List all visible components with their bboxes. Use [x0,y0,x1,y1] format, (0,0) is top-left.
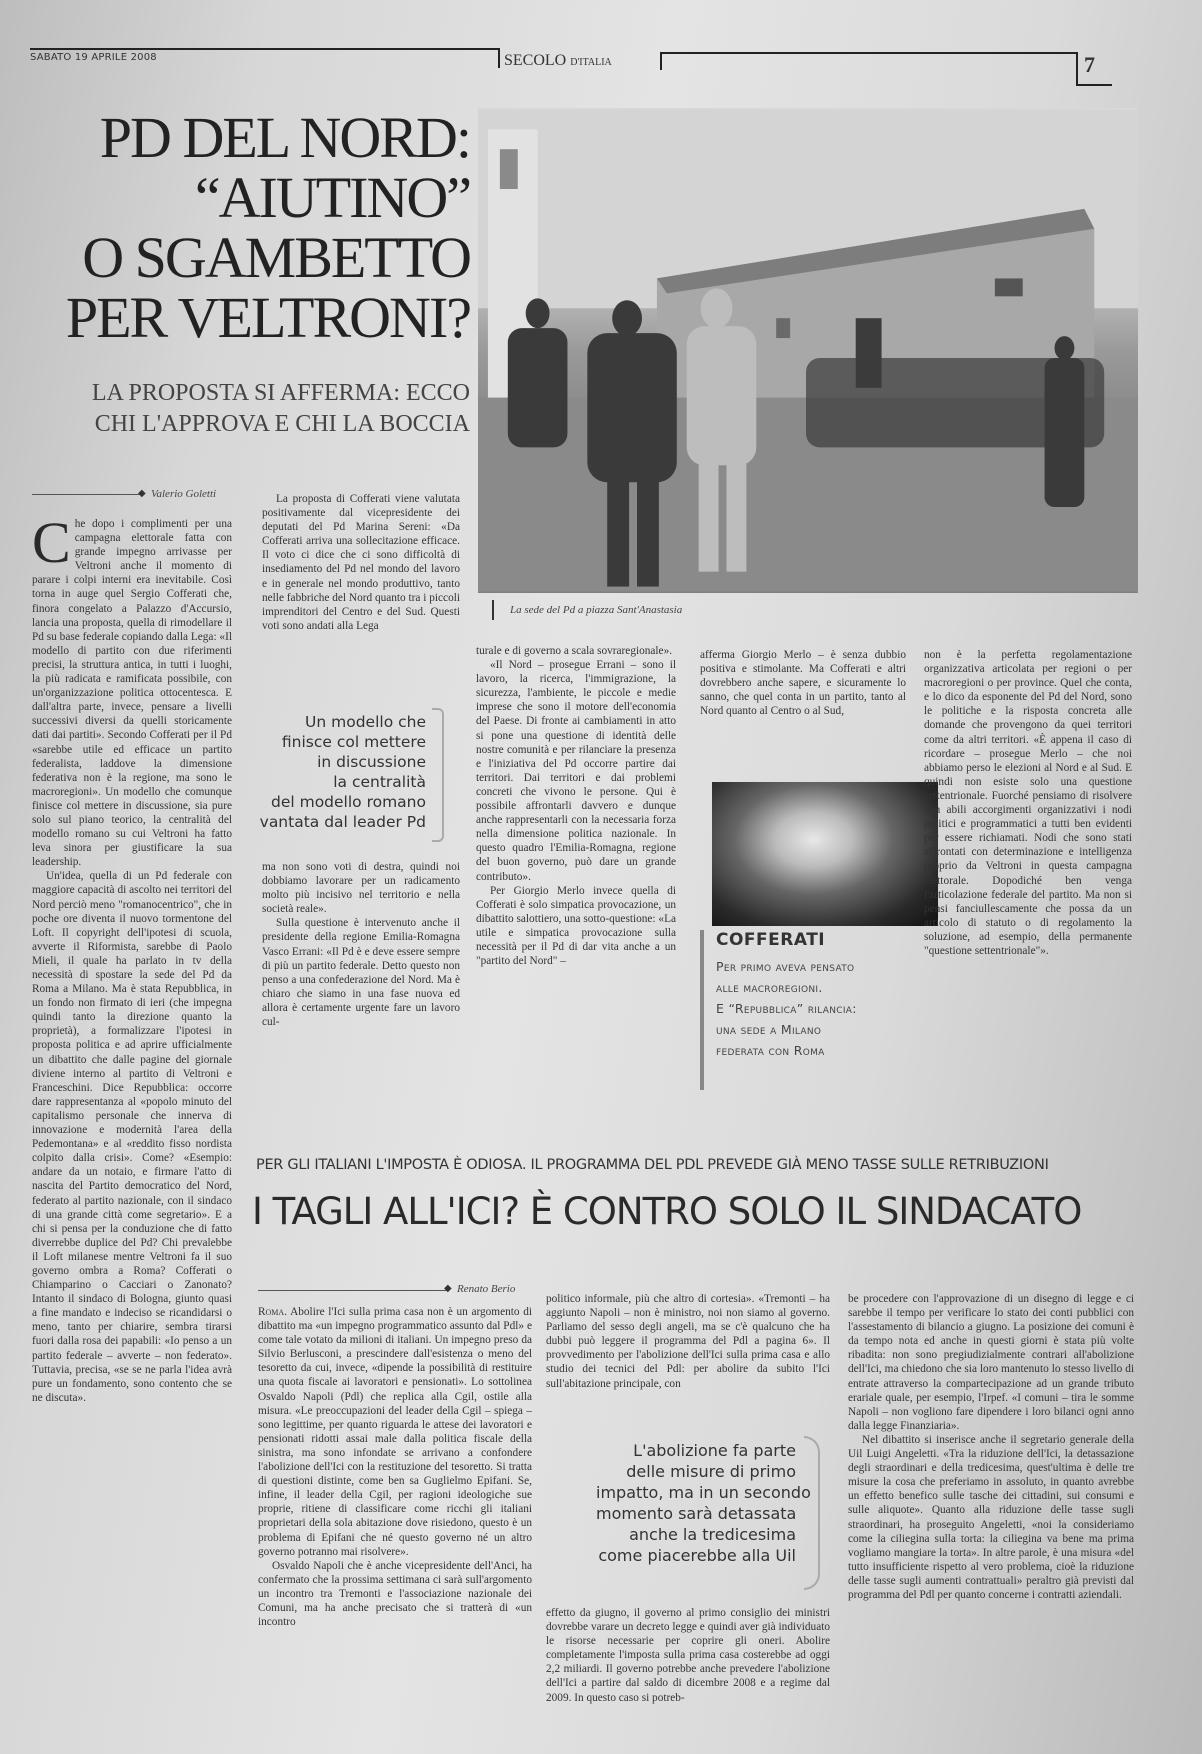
paragraph: Osvaldo Napoli che è anche vicepresidente dell'Anci, ha confermato che la prossima settimana ci sarà sull'argomento un incontro tra Tremonti e l'associazione nazionale dei Comuni, ma ha anche precisato che si tratterà di «un incontro [258,1559,532,1629]
cofferati-box [710,930,916,1090]
paragraph: ma non sono voti di destra, quindi noi dobbiamo lavorare per un radicamento molto più incisivo nel territorio e nella società reale». [262,861,460,916]
caption-rule [492,600,494,620]
pull-quote-line: L'abolizione fa parte [633,1441,796,1460]
article2-column-2-top [546,1292,830,1419]
paragraph: non è la perfetta regolamentazione organizzativa articolata per regioni o per macroregioni o per province. Quel che conta, e lo dico da esponente del Pd del Nord, sono le politiche e la risposta concreta alle domande che provengono da quei territori come da altri territori. «È appena il caso di ricordare – prosegue Merlo – che noi abbiamo perso le elezioni al Nord e al Sud. E quindi non esiste solo una questione settentrionale. Fuorché pensiamo di risolvere con abili accorgimenti organizzativi i nodi politici e programmatici a tutti ben evidenti per essere richiamati. Nodi che sono stati affrontati con determinazione e intelligenza proprio da Veltroni in questa campagna elettorale. Dopodiché ben venga l'articolazione federale del partito. Ma non si pensi fanciullescamente che possa da un articolo di statuto o di regolamento la soluzione, ad esempio, della permanente "questione settentrionale"». [924,649,1132,957]
paragraph: effetto da giugno, il governo al primo consiglio dei ministri dovrebbe varare un decreto legge e quindi aver già individuato le risorse necessarie per coprire gli oneri. Abolire completamente l'imposta sulla prima casa costerebbe ad oggi 2,2 miliardi. Il governo potrebbe anche prevedere l'abolizione dell'Ici a partire dal saldo di dicembre 2008 e a regime dal 2009. In questo caso si potreb- [546,1607,830,1704]
article1-column-3 [476,644,676,1082]
pull-quote-line: delle misure di primo [626,1462,796,1481]
box-text [716,956,916,1061]
pull-quote-line: finisce col mettere [281,733,426,751]
paragraph: Sulla questione è intervenuto anche il presidente della regione Emilia-Romagna Vasco Errani: «Il Pd è e deve essere sempre di più un partito federale. Detto questo non penso a una confederazione del Nord. Ma è chiaro che siamo in una fase nuova ed allora è certamente urgente fare un lavoro cul- [262,917,460,1029]
article1-column-2-top [262,492,460,690]
folio-rule-left [30,48,500,50]
article1-column-5 [924,648,1132,1100]
folio-rule-tick-2 [660,52,662,70]
folio-masthead [504,52,654,72]
subhead-line: LA PROPOSTA SI AFFERMA: ECCO [91,380,470,406]
paragraph-text: Abolire l'Ici sulla prima casa non è un argomento di dibattito ma «un impegno programmatico assunto dal Pdl» e come tale votato da milioni di italiani. Un impegno preso da Silvio Berlusconi, a prescindere dall'esistenza o meno del tesoretto da cui, invece, «dipende la possibilità di restituire una quota fiscale ai lavoratori e pensionati». Lo sottolinea Osvaldo Napoli (Pdl) che replica alla Cgil, ostile alla misura. «Le preoccupazioni del leader della Cgil – spiega – sono legittime, per quanto riguarda le attese dei lavoratori e pensionati ridotti assai male dalla politica fiscale della sinistra, ma sono infondate se arrivano a confondere l'abolizione dell'Ici con la restituzione del tesoretto. Si tratta di questioni distinte, come ben sa Guglielmo Epifani. Se, infine, il leader della Cgil, per ragioni ideologiche sue proprie, ritiene di classificare come ricchi gli italiani proprietari della sola abitazione dove risiedono, questo è un problema di Epifani che né questo governo né un altro governo potranno mai risolvere». [258,1306,532,1558]
article2-byline: Renato Berio [457,1283,516,1295]
pull-quote-line: come piacerebbe alla Uil [598,1546,796,1565]
cofferati-portrait [712,782,938,926]
news-photo [478,108,1138,593]
pull-quote-line: la centralità [333,773,426,791]
article1-byline: Valerio Goletti [151,488,217,500]
article1-column-2-bottom [262,860,460,1086]
paragraph [32,517,232,869]
paragraph: Nel dibattito si inserisce anche il segretario generale della Uil Luigi Angeletti. «Tra la riduzione dell'Ici, la detassazione degli straordinari e della tredicesima, quest'ultima è delle tre misure la cosa che preferiamo in assoluto, in quanto avrebbe un effetto benefico sulle tasche dei cittadini, sui consumi e sulle aliquote». Quanto alla riduzione delle tasse sugli straordinari, ha proseguito Angeletti, «noi la consideriamo come la ciliegina sulla torta: la ciliegina va bene ma prima vogliamo mangiare la torta». In altre parole, è una misura «del tutto insufficiente rispetto al vero problema, cioè la riduzione delle tasse sugli aumenti contrattuali» peraltro già previsti dal programma del Pdl per quanto concerne i contratti aziendali. [848,1433,1134,1601]
headline-line: PER VELTRONI? [65,285,470,350]
paragraph-text: he dopo i complimenti per una campagna elettorale fatta con grande impegno arrivasse per Veltroni anche il momento di parare i colpi interni era inevitabile. Così torna in auge quel Sergio Cofferati che, finora congelato a Palazzo d'Accursio, lancia una proposta, quella di rimodellare il Pd su base federale copiando dalla Lega: «Il modello di partito con due riferimenti precisi, la struttura antica, in tutti i luoghi, la più radicata e ramificata possibile, con un'organizzazione politica ottocentesca. E dall'altra parte, invece, pensare a livelli successivi diversi da quelli storicamente dati dai partiti». Secondo Cofferati per il Pd «sarebbe utile ed efficace un partito federalista, laddove la dimensione federativa non è la regione, ma sono le macroregioni». Un modello che comunque finisce col mettere in discussione, sia pure solo sul piano teorico, la centralità del modello romano su cui Veltroni ha fatto leva sinora per giustificare la sua leadership. [32,518,232,869]
page-number: 7 [1084,52,1095,77]
box-line: federata con Roma [716,1043,825,1058]
folio-rule-tick [498,48,500,68]
folio-rule-box [1076,52,1078,86]
pull-quote-line: momento sarà detassata [596,1504,797,1523]
pull-quote-line: Un modello che [305,713,426,731]
byline-rule [32,494,142,495]
article2-column-3 [848,1292,1134,1730]
paragraph: Un'idea, quella di un Pd federale con maggiore capacità di ascolto nei territori del Nord perciò meno "romanocentrico", che in poche ore diventa il nuovo tormentone del Loft. Il copyright dell'ipotesi di scuola, avverte il Riformista, sarebbe di Paolo Mieli, il quale ha parlato in tv della necessità di spostare la sede del Pd da Roma a Milano. Ma è stata Repubblica, in un fondo non firmato di ieri (che impegna quindi tanto la direzione quanto la proprietà), a formalizzare l'ipotesi in proposta politica e ad aprire ufficialmente un dibattito che dalle pagine del giornale diviene interno al partito di Veltroni e Franceschini. Dice Repubblica: occorre dare rappresentanza al «popolo minuto del capitalismo personale che innerva di innovazione e modernità l'area della Pedemontana» e al «reddito fisso nordista colpito dalla crisi». Come? «Esempio: andare da un notaio, e firmare l'atto di nascita del Partito democratico del Nord, federato al partito nazionale, con il sindaco di una grande città come segretario». E a chi si pensa per la conduzione che di fatto diverrebbe duplice del Pd? Chi prevalebbe il Loft milanese mentre Veltroni fa il suo governo ombra a Roma? Cofferati o Chiamparino o Cacciari o Zanonato? Intanto il sindaco di Bologna, giunto quasi a fine mandato e indeciso se ricandidarsi o meno, tanto per chiarire, sembra tirarsi fuori dalla rosa dei papabili: «Io penso a un partito federale – avverte – non federato». Tuttavia, precisa, «se se ne parla l'idea avrà pure un fondamento, sono contento che se ne discuta». [32,870,232,1404]
folio-rule-right [660,52,1078,54]
headline-line: O SGAMBETTO [82,225,470,290]
headline-line: “AIUTINO” [194,165,470,230]
article2-headline-row [252,1190,1132,1238]
article2-kicker: PER GLI ITALIANI L'IMPOSTA È ODIOSA. IL PROGRAMMA DEL PDL PREVEDE GIÀ MENO TASSE SULLE RETRIBUZIONI [256,1157,1049,1173]
diamond-icon: ◆ [138,488,146,499]
diamond-icon: ◆ [444,1283,452,1294]
article1-headline [30,105,470,350]
paragraph: politico informale, più che altro di cortesia». «Tremonti – ha aggiunto Napoli – non è ministro, noi non siamo al governo. Parliamo del sesso degli angeli, ma se c'è qualcuno che ha dubbi può leggere il programma del Pdl a pagina 6». Il provvedimento per l'abolizione dell'Ici sulla prima casa e allo studio dei tecnici del Pdl: per abolire da subito l'Ici sull'abitazione principale, con [546,1293,830,1390]
folio-rule-box-bottom [1076,84,1112,86]
article2-kicker-row [256,1156,1136,1176]
paragraph: La proposta di Cofferati viene valutata positivamente dal vicepresidente dei deputati del Pd Marina Sereni: «Da Cofferati arriva una sollecitazione efficace. Il voto ci dice che ci sono difficoltà di insediamento del Pd nel mondo del lavoro e in generale nel mondo produttivo, tanto nelle fabbriche del Nord quanto tra i piccoli imprenditori del Centro e del Sud. Questi voti sono andati alla Lega [262,493,460,632]
photo-crowd-illustration [478,108,1138,593]
pull-quote-line: in discussione [317,753,426,771]
article1-column-1 [32,517,232,1722]
dropcap: C [32,517,71,575]
dateline: Roma. [258,1306,288,1318]
subhead-line: CHI L'APPROVA E CHI LA BOCCIA [94,411,470,437]
masthead-name: SECOLO [504,52,567,69]
pull-quote-bracket [804,1436,820,1590]
pull-quote-line: anche la tredicesima [629,1525,796,1544]
article2-headline: I TAGLI ALL'ICI? È CONTRO SOLO IL SINDACATO [252,1190,1082,1233]
box-line: una sede a Milano [716,1022,822,1037]
box-title: COFFERATI [716,930,826,950]
photo-caption: La sede del Pd a piazza Sant'Anastasia [510,604,683,616]
headline-line: PD DEL NORD: [99,105,470,170]
article2-column-2-bottom [546,1606,830,1733]
paragraph: «Il Nord – prosegue Errani – sono il lavoro, la ricerca, l'immigrazione, la sicurezza, l'ambiente, le piccole e medie imprese che sono il motore dell'economia del Paese. Di fronte ai cambiamenti in atto si pone una questione di identità delle nostre comunità e per rilanciare la presenza e l'iniziativa del Pd occorre partire dai territori. Dai territori e dai problemi concreti che vivono le persone. Qui è possibile affrontarli davvero e dunque anche rappresentarli con la necessaria forza nella dimensione politica nazionale. In questo quadro l'Emilia-Romagna, regione del buon governo, può dare un grande contributo». [476,659,676,883]
box-line: E “Repubblica” rilancia: [716,1001,857,1016]
article1-subhead [30,378,470,440]
pull-quote-line: impatto, ma in un secondo [596,1483,811,1502]
pull-quote-1 [256,712,426,832]
paragraph: be procedere con l'approvazione di un disegno di legge e ci sarebbe il tempo per verificare lo stato dei conti pubblici con l'assestamento di bilancio a giugno. La posizione dei comuni è da tempo nota ed anche in questi giorni è stata più volte ribadita: non sono pregiudizialmente contrari all'abolizione dell'Ici, ma chiedono che sia loro mantenuto lo stesso livello di entrate attraverso la compartecipazione ad un grande tributo erariale quale, per esempio, l'Irpef. «I comuni – tira le somme Napoli – non vogliono fare dipendere i loro bilanci ogni anno dalla legge Finanziaria». [848,1293,1134,1432]
paragraph: turale e di governo a scala sovraregionale». [476,645,673,657]
pull-quote-bracket [432,708,444,842]
paragraph [258,1305,532,1559]
paragraph: afferma Giorgio Merlo – è senza dubbio positiva e stimolante. Ma Cofferati e altri dovrebbero anche sapere, e sicuramente lo sanno, che quel conta in un partito, tanto al Nord quanto al Centro o al Sud, [700,649,906,718]
masthead-suffix: D'ITALIA [570,57,612,68]
box-rule [700,930,704,1090]
article2-column-1 [258,1305,532,1725]
byline-rule [258,1290,448,1291]
pull-quote-line: del modello romano [270,793,426,811]
folio-date: SABATO 19 APRILE 2008 [30,52,157,63]
paragraph: Per Giorgio Merlo invece quella di Cofferati è solo simpatica provocazione, un dibattito salottiero, una sotto-questione: «La utile e simpatica provocazione sulla necessità per il Pd di dar vita anche a un "partito del Nord" – [476,884,676,968]
box-line: Per primo aveva pensato [716,959,855,974]
pull-quote-line: vantata dal leader Pd [259,813,426,831]
article1-column-4 [700,648,906,775]
pull-quote-2 [596,1440,811,1566]
box-line: alle macroregioni. [716,980,823,995]
